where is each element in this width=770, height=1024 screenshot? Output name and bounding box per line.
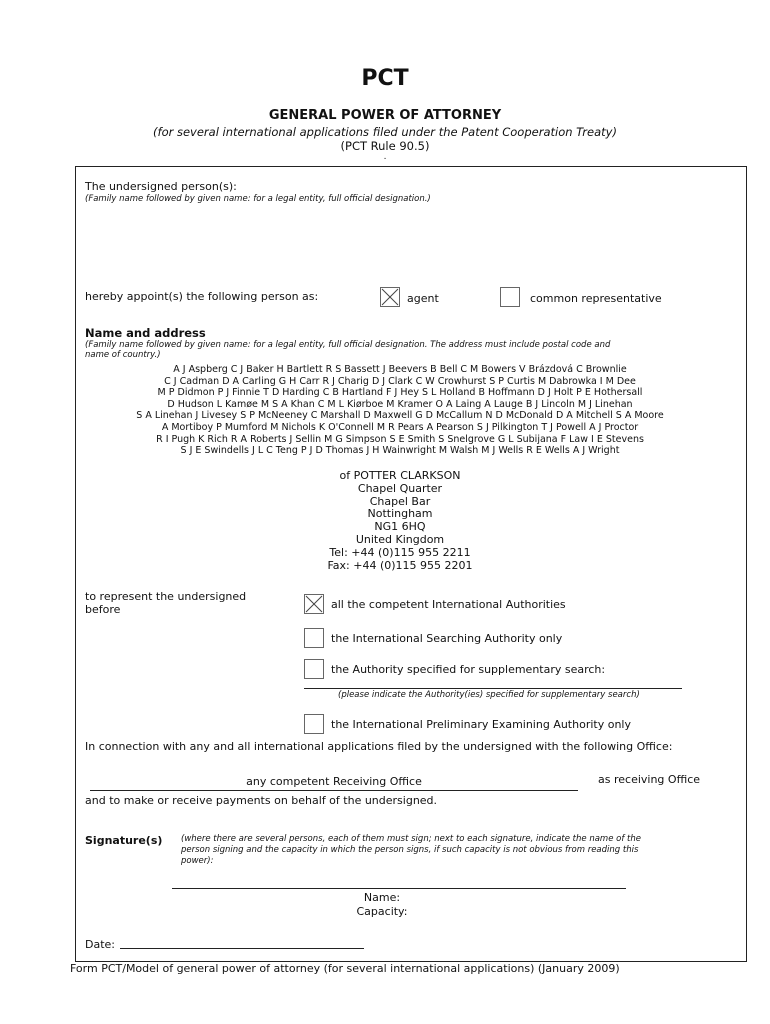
checked-x-icon bbox=[381, 288, 399, 306]
common-representative-label: common representative bbox=[530, 292, 662, 305]
connection-text: In connection with any and all international applications filed by the undersigned with the following Office: bbox=[85, 740, 673, 753]
names-line: M P Didmon P J Finnie T D Harding C B Hartland F J Hey S L Holland B Hoffmann D J Holt P E Hothersall bbox=[157, 387, 643, 399]
date-line[interactable] bbox=[120, 948, 364, 949]
isa-label: the International Searching Authority only bbox=[331, 632, 563, 645]
dot-mark: . bbox=[383, 152, 387, 162]
agent-address bbox=[230, 470, 570, 572]
payments-text: and to make or receive payments on behalf of the undersigned. bbox=[85, 794, 438, 807]
represent-label-1: to represent the undersigned bbox=[85, 590, 247, 603]
address-line: of POTTER CLARKSON bbox=[339, 469, 461, 482]
address-line: Tel: +44 (0)115 955 2211 bbox=[329, 545, 471, 559]
names-line: S A Linehan J Livesey S P McNeeney C Marshall D Maxwell G D McCallum N D McDonald D A Mitchell S A Moore bbox=[136, 410, 664, 422]
form-footer: Form PCT/Model of general power of attorney (for several international applications) (January 2009) bbox=[70, 962, 620, 975]
address-line: Fax: +44 (0)115 955 2201 bbox=[327, 558, 473, 572]
appoint-label: hereby appoint(s) the following person as: bbox=[85, 290, 319, 303]
all-authorities-checkbox[interactable] bbox=[304, 594, 324, 614]
undersigned-label: The undersigned person(s): bbox=[85, 180, 237, 193]
form-description: (for several international applications filed under the Patent Cooperation Treaty) bbox=[153, 125, 617, 139]
signature-note-2: person signing and the capacity in which the person signs, if such capacity is not obvious from reading this bbox=[181, 845, 639, 855]
name-label: Name: bbox=[363, 891, 401, 904]
address-line: NG1 6HQ bbox=[374, 520, 426, 534]
name-address-note-1: (Family name followed by given name: for a legal entity, full official designation. The address must include postal code and bbox=[85, 340, 611, 350]
names-line: A Mortiboy P Mumford M Nichols K O'Connell M R Pears A Pearson S J Pilkington T J Powell A J Proctor bbox=[161, 421, 639, 433]
signature-line[interactable] bbox=[172, 888, 626, 889]
signature-label: Signature(s) bbox=[85, 834, 163, 847]
names-line: A J Aspberg C J Baker H Bartlett R S Bassett J Beevers B Bell C M Bowers V Brázdová C Brownlie bbox=[173, 364, 627, 375]
common-representative-checkbox[interactable] bbox=[500, 287, 520, 307]
receiving-office-suffix: as receiving Office bbox=[598, 773, 701, 786]
checked-x-icon bbox=[305, 595, 323, 613]
capacity-label: Capacity: bbox=[356, 905, 408, 918]
names-line: D Hudson L Kamøe M S A Khan C M L Kiørboe M Kramer O A Laing A Lauge B J Lincoln M J Linehan bbox=[167, 398, 633, 410]
signature-note-1: (where there are several persons, each of them must sign; next to each signature, indicate the name of the bbox=[181, 834, 641, 844]
all-authorities-label: all the competent International Authorities bbox=[331, 598, 566, 611]
receiving-office-value: any competent Receiving Office bbox=[246, 775, 422, 788]
date-label: Date: bbox=[85, 938, 115, 951]
page-title: PCT bbox=[361, 66, 409, 91]
agent-names bbox=[90, 364, 710, 457]
address-line: United Kingdom bbox=[355, 532, 445, 546]
ipea-label: the International Preliminary Examining Authority only bbox=[331, 718, 631, 731]
form-title: GENERAL POWER OF ATTORNEY bbox=[268, 108, 502, 123]
names-line: S J E Swindells J L C Teng P J D Thomas J H Wainwright M Walsh M J Wells R E Wells A J Wright bbox=[180, 445, 620, 457]
name-address-heading: Name and address bbox=[85, 326, 206, 340]
agent-checkbox[interactable] bbox=[380, 287, 400, 307]
address-line: Chapel Quarter bbox=[357, 481, 443, 495]
supplementary-input-line[interactable] bbox=[304, 688, 682, 689]
supplementary-checkbox[interactable] bbox=[304, 659, 324, 679]
represent-label-2: before bbox=[85, 603, 121, 616]
supplementary-label: the Authority specified for supplementary search: bbox=[331, 663, 606, 676]
signature-note-3: power): bbox=[181, 856, 214, 866]
ipea-checkbox[interactable] bbox=[304, 714, 324, 734]
names-line: R I Pugh K Rich R A Roberts J Sellin M G Simpson S E Smith S Snelgrove G L Subijana F Law I E Stevens bbox=[156, 433, 644, 445]
undersigned-note: (Family name followed by given name: for a legal entity, full official designation.) bbox=[85, 194, 431, 204]
receiving-office-line[interactable] bbox=[90, 790, 578, 791]
names-line: C J Cadman D A Carling G H Carr R J Charig D J Clark C W Crowhurst S P Curtis M Dabrowka I M Dee bbox=[164, 375, 636, 387]
address-line: Chapel Bar bbox=[369, 494, 431, 508]
form-rule: (PCT Rule 90.5) bbox=[340, 139, 430, 153]
name-address-note-2: name of country.) bbox=[85, 350, 161, 360]
isa-checkbox[interactable] bbox=[304, 628, 324, 648]
agent-label: agent bbox=[407, 292, 439, 305]
supplementary-note: (please indicate the Authority(ies) specified for supplementary search) bbox=[338, 690, 640, 700]
address-line: Nottingham bbox=[367, 507, 433, 521]
